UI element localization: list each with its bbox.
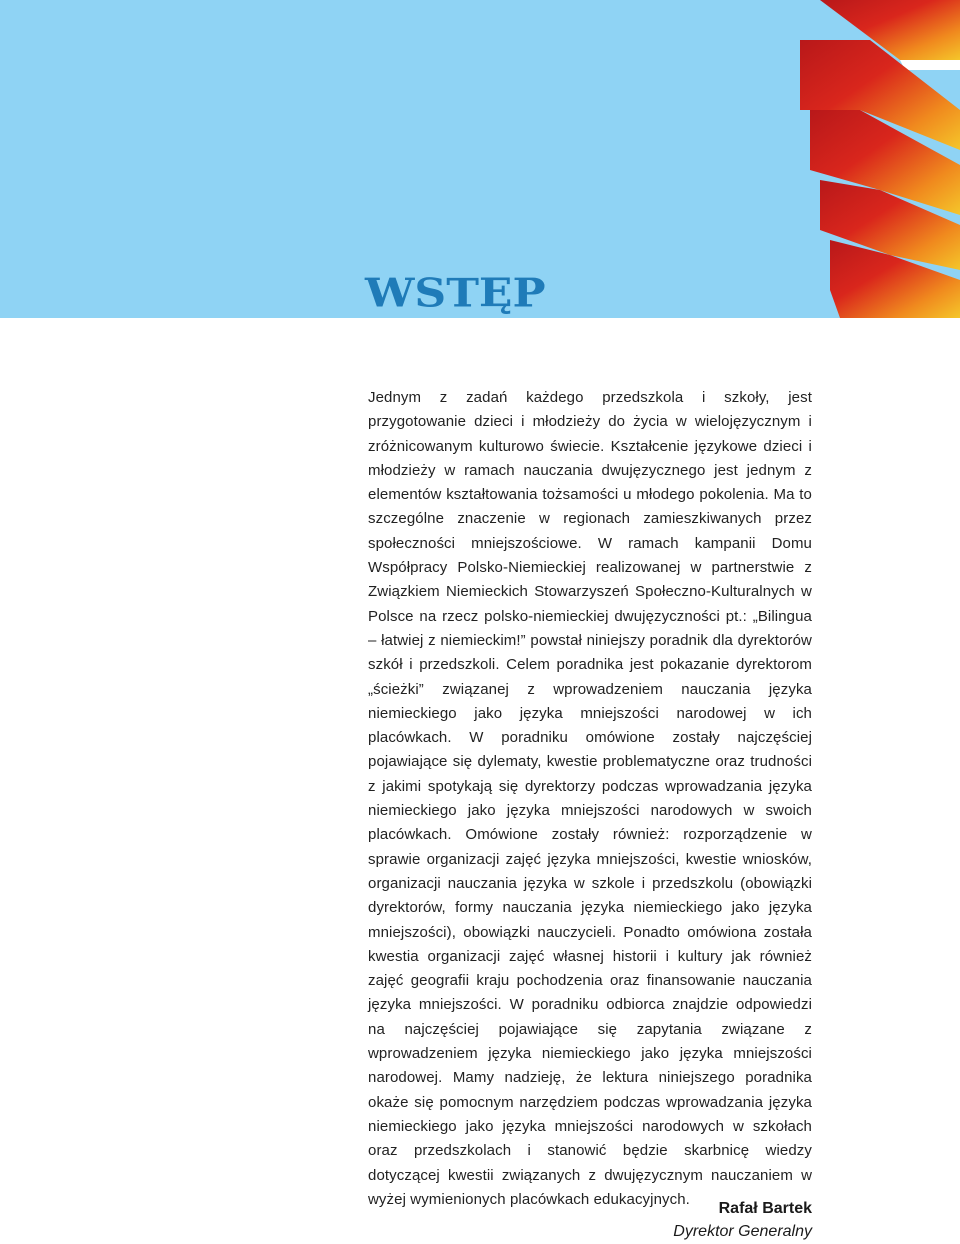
signature-role: Dyrektor Generalny: [673, 1223, 812, 1240]
diagonal-stripes-icon: [800, 0, 960, 318]
signature-block: [673, 1198, 812, 1244]
introduction-paragraph: Jednym z zadań każdego przedszkola i szkoły, jest przygotowanie dzieci i młodzieży do życia w wielojęzycznym i zróżnicowanym kulturowo świecie. Kształcenie językowe dzieci i młodzieży w ramach nauczania dwujęzycznego jest jednym z elementów kształtowania tożsamości u młodego pokolenia. Ma to szczególne znaczenie w regionach zamieszkiwanych przez społeczności mniejszościowe. W ramach kampanii Domu Współpracy Polsko-Niemieckiej realizowanej w partnerstwie z Związkiem Niemieckich Stowarzyszeń Społeczno-Kulturalnych w Polsce na rzecz polsko-niemieckiej dwujęzyczności pt.: „Bilingua – łatwiej z niemieckim!” powstał niniejszy poradnik dla dyrektorów szkół i przedszkoli. Celem poradnika jest pokazanie dyrektorom „ścieżki” związanej z wprowadzeniem nauczania języka niemieckiego jako języka mniejszości narodowej w ich placówkach. W poradniku omówione zostały najczęściej pojawiające się dylematy, kwestie problematyczne oraz trudności z jakimi spotykają się dyrektorzy podczas wprowadzania języka niemieckiego jako języka mniejszości narodowych w swoich placówkach. Omówione zostały również: rozporządzenie w sprawie organizacji zajęć języka mniejszości, kwestie wniosków, organizacji nauczania języka w szkole i przedszkolu (obowiązki dyrektorów, formy nauczania języka niemieckiego jako języka mniejszości), obowiązki nauczycieli. Ponadto omówiona została kwestia organizacji zajęć własnej historii i kultury jak również zajęć geografii kraju pochodzenia oraz finansowanie nauczania języka mniejszości. W poradniku odbiorca znajdzie odpowiedzi na najczęściej pojawiające się zapytania związane z wprowadzeniem języka niemieckiego jako języka mniejszości narodowej. Mamy nadzieję, że lektura niniejszego poradnika okaże się pomocnym narzędziem podczas wprowadzania języka niemieckiego jako języka mniejszości narodowych w szkołach oraz przedszkolach i stanowić będzie skarbnicę wiedzy dotyczącej kwestii związanych z dwujęzycznym nauczaniem w wyżej wymienionych placówkach edukacyjnych.: [368, 389, 812, 1208]
signature-name: Rafał Bartek: [718, 1200, 812, 1217]
page-title: WSTĘP: [365, 270, 546, 317]
